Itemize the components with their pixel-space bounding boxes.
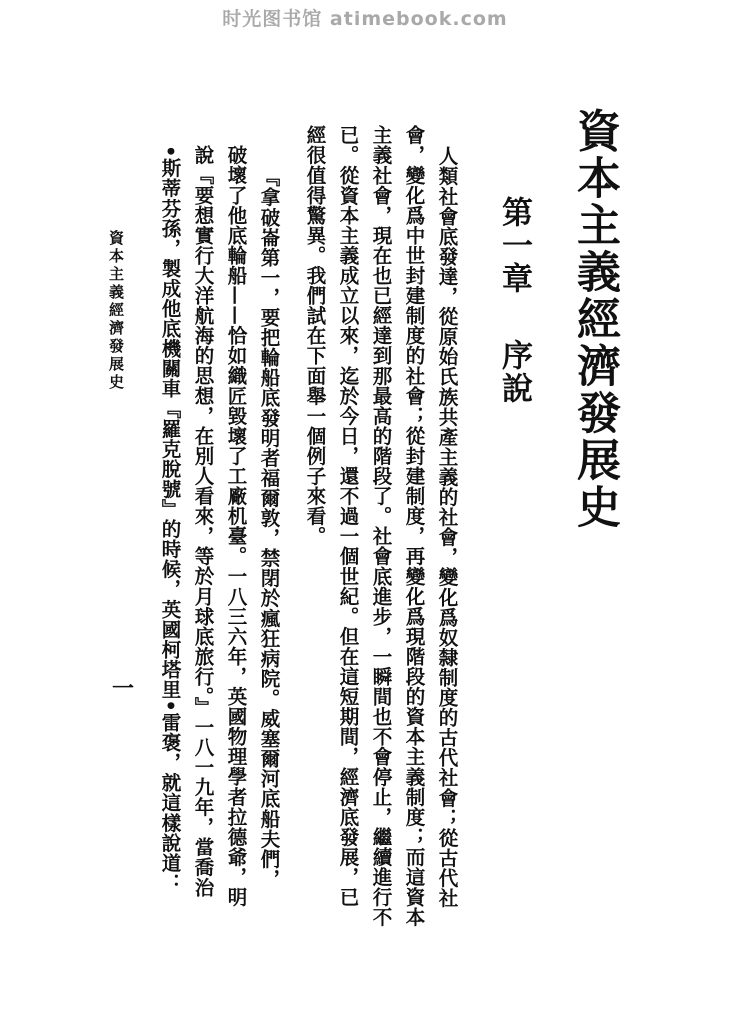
text-column: 會，變化爲中世封建制度的社會；從封建制度，再變化爲現階段的資本主義制度；而這資本 [402, 125, 426, 927]
text-column: 破壞了他底輪船——恰如織匠毀壞了工廠机臺。一八三六年，英國物理學者拉德爺，明 [224, 145, 248, 907]
chapter-title: 序說 [496, 339, 532, 405]
text-column: 人類社會底發達，從原始氏族共產主義的社會，變化爲奴隸制度的古代社會；從古代社 [435, 146, 459, 908]
text-column: 經很值得驚異。我們試在下面舉一個例子來看。 [303, 125, 327, 547]
text-column: 已。從資本主義成立以來，迄於今日，還不過一個世紀。但在這短期間，經濟底發展，已 [336, 125, 360, 907]
chapter-heading [496, 196, 532, 405]
book-title: 資本主義經濟發展史 [569, 108, 620, 531]
page-number: 一 [112, 676, 135, 702]
running-head: 資本主義經濟發展史 [107, 230, 125, 392]
chapter-number: 第一章 [496, 196, 532, 295]
text-column: 主義社會，現在也已經達到那最高的階段了。社會底進步，一瞬間也不會停止，繼續進行不 [369, 125, 393, 927]
text-column: 說『要想實行大洋航海的思想，在別人看來，等於月球底旅行。』一八一九年，當喬治 [191, 145, 215, 898]
watermark: 时光图书馆 atimebook.com [222, 8, 508, 30]
text-column: •斯蒂芬孫，製成他底機關車『羅克脫號』的時候，英國柯塔里•雷褒，就這樣說道： [158, 145, 182, 893]
text-column: 『拿破崙第一，要把輪船底發明者福爾敦，禁閉於瘋狂病院。威塞爾河底船夫們， [257, 167, 281, 889]
